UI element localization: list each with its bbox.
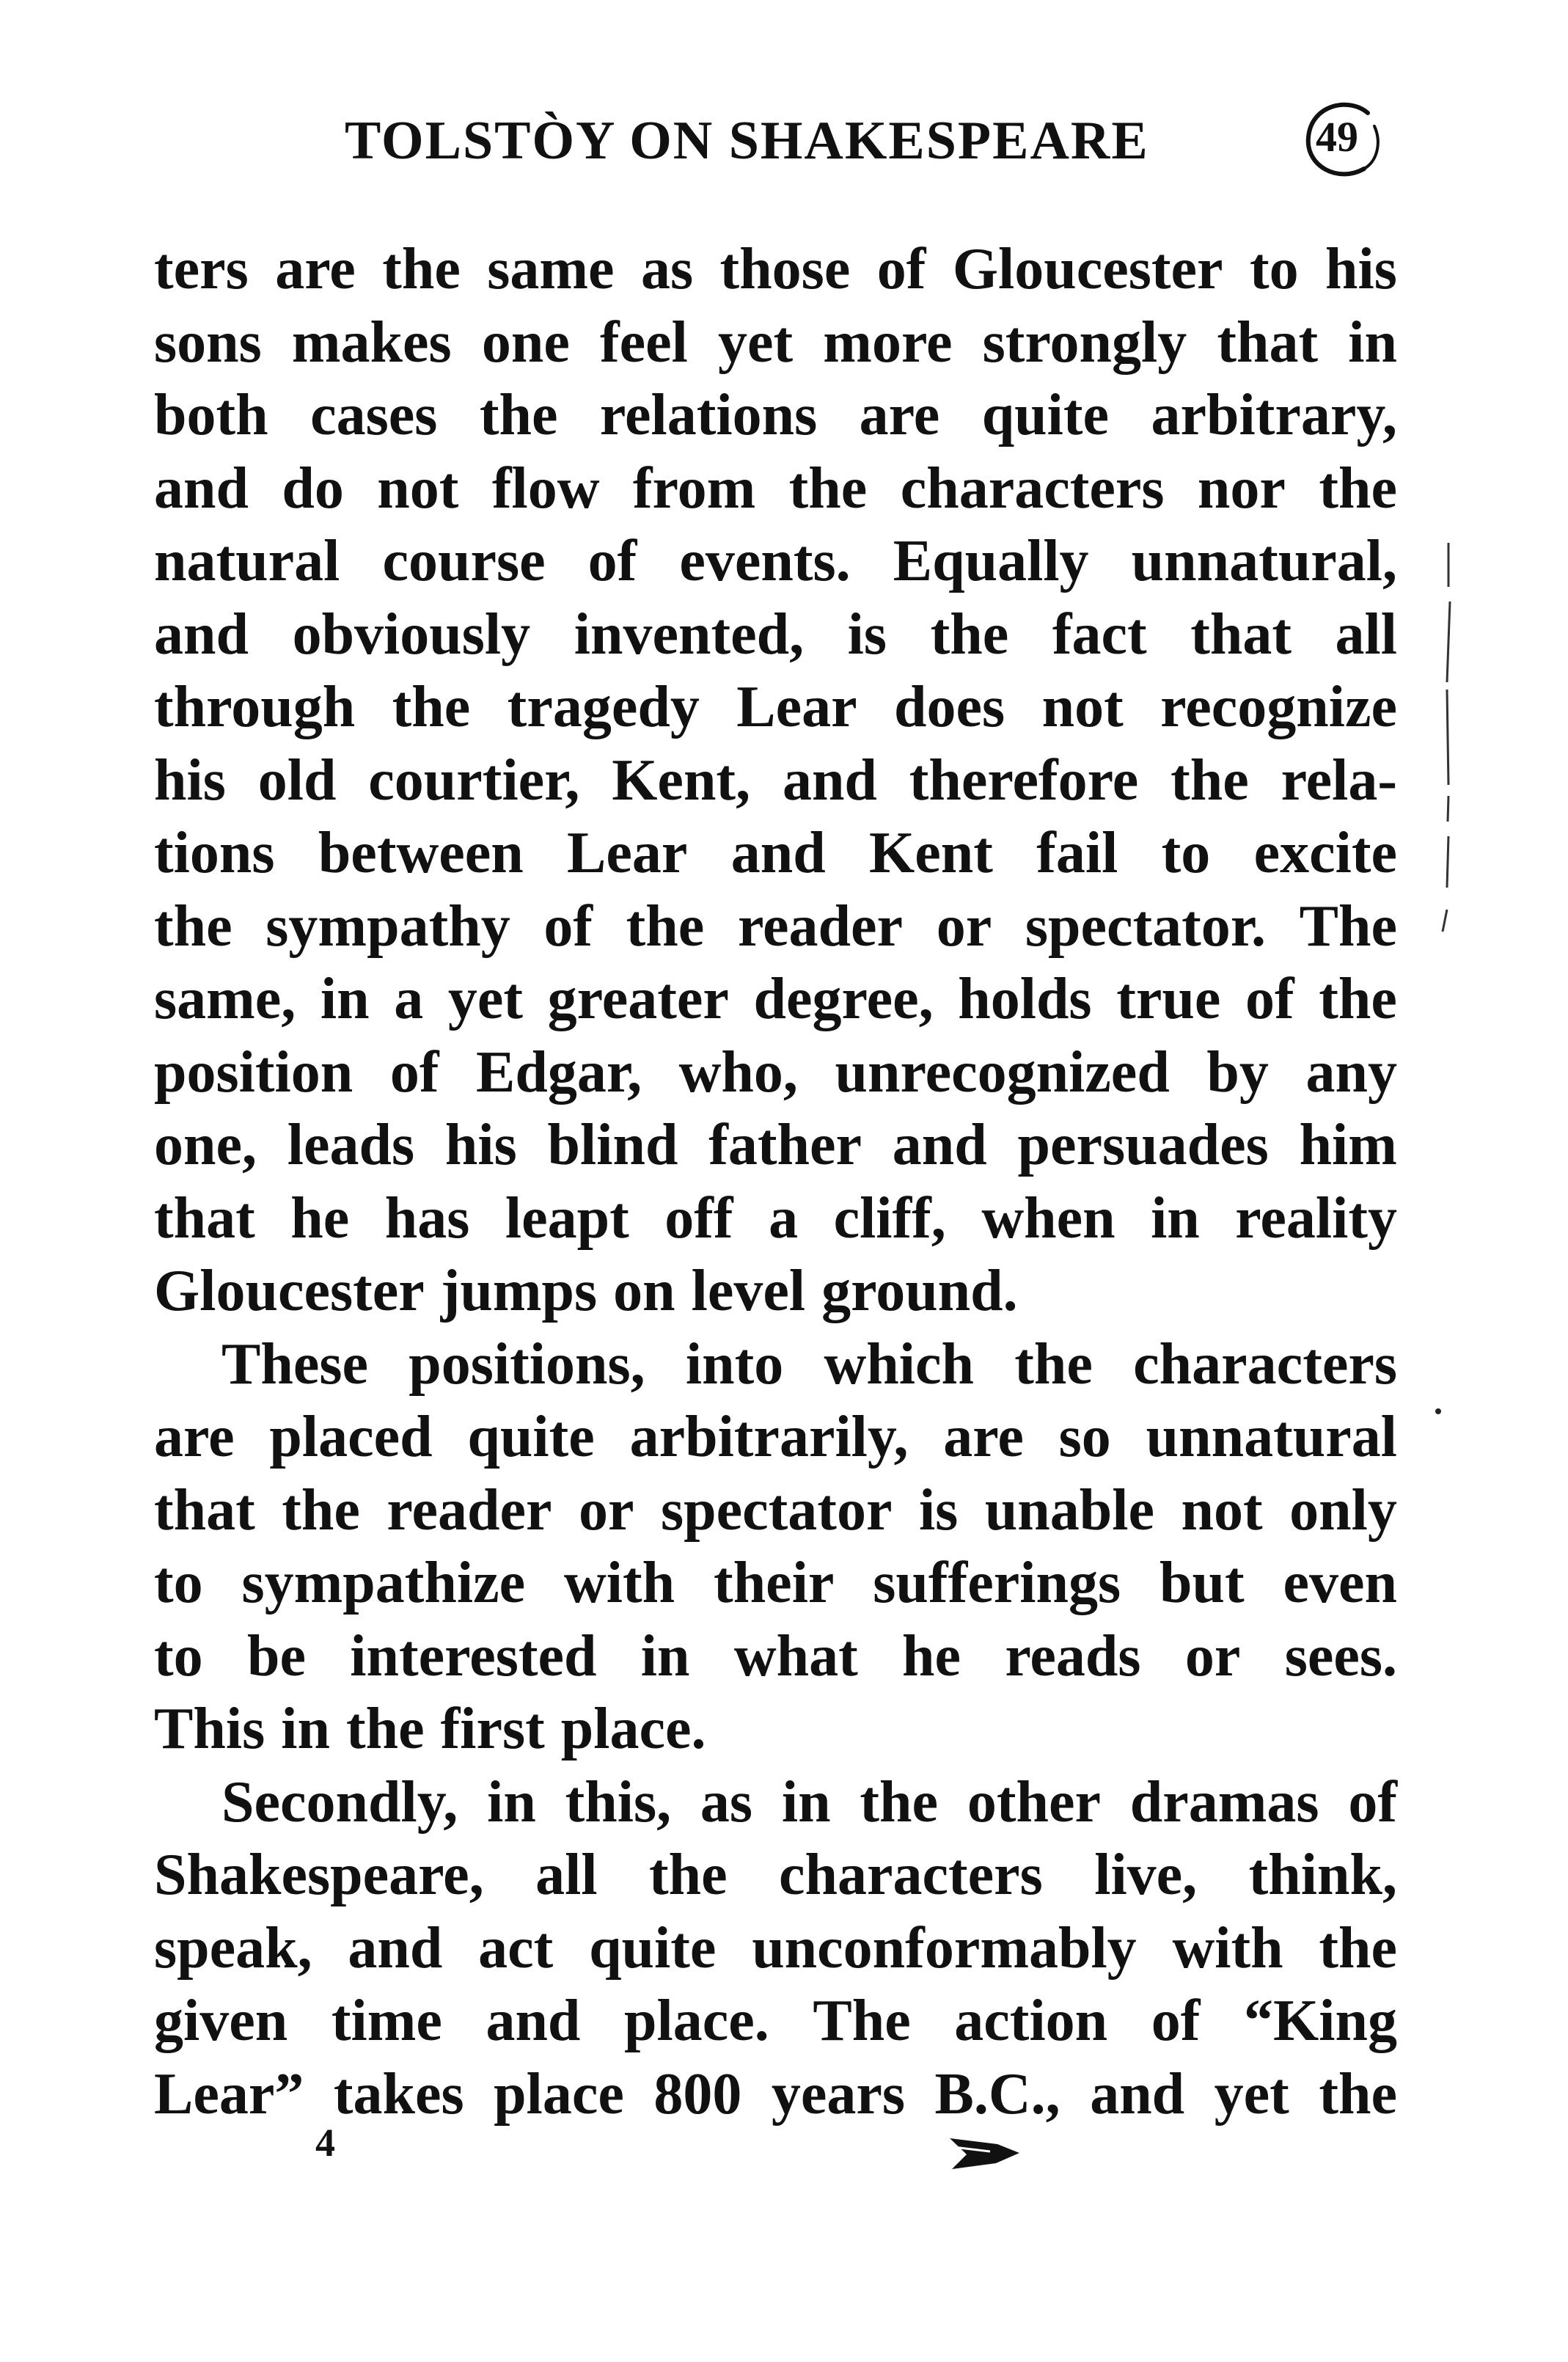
ink-blot-mark	[946, 2131, 1027, 2175]
text-line: Gloucester jumps on level ground.	[154, 1259, 1018, 1323]
text-line: one, leads his blind father and persuades him	[154, 1113, 1397, 1177]
text-line: natural course of events. Equally unnatural,	[154, 529, 1397, 593]
text-line: Secondly, in this, as in the other dramas of	[221, 1769, 1397, 1835]
text-line: and obviously invented, is the fact that all	[154, 602, 1397, 667]
text-line: Shakespeare, all the characters live, think,	[154, 1843, 1397, 1907]
text-line: This in the first place.	[154, 1697, 706, 1761]
signature-mark: 4	[315, 2121, 335, 2165]
text-line: that the reader or spectator is unable not only	[154, 1477, 1397, 1543]
text-line: and do not flow from the characters nor the	[154, 456, 1397, 521]
text-line: position of Edgar, who, unrecognized by any	[154, 1039, 1397, 1105]
page-number-text: 49	[1316, 113, 1358, 161]
text-line: his old courtier, Kent, and therefore the rela-	[154, 747, 1397, 813]
margin-pencil-marks	[1434, 543, 1478, 954]
text-line: through the tragedy Lear does not recognize	[154, 675, 1397, 739]
text-line: both cases the relations are quite arbitrary,	[154, 383, 1397, 447]
text-line: to be interested in what he reads or sees.	[154, 1623, 1397, 1689]
text-line: speak, and act quite unconformably with the	[154, 1915, 1397, 1981]
text-line: that he has leapt off a cliff, when in reality	[154, 1185, 1397, 1251]
text-line: ters are the same as those of Gloucester to his	[154, 237, 1397, 301]
text-line: to sympathize with their sufferings but even	[154, 1551, 1397, 1615]
stray-mark	[1435, 1408, 1441, 1414]
text-line: Lear” takes place 800 years B.C., and yet the	[154, 2061, 1397, 2127]
text-line: are placed quite arbitrarily, are so unnatural	[154, 1405, 1397, 1469]
running-head	[0, 103, 1568, 191]
page-number	[1298, 97, 1386, 185]
text-line: same, in a yet greater degree, holds true of the	[154, 967, 1397, 1031]
text-line: These positions, into which the characters	[221, 1331, 1397, 1397]
text-line: tions between Lear and Kent fail to excite	[154, 821, 1397, 885]
text-line: the sympathy of the reader or spectator. The	[154, 893, 1397, 959]
running-head-title: TOLSTÒY ON SHAKESPEARE	[345, 111, 1149, 171]
text-line: sons makes one feel yet more strongly that in	[154, 310, 1397, 375]
text-line: given time and place. The action of “King	[154, 1989, 1397, 2053]
body-text	[154, 233, 1397, 2131]
